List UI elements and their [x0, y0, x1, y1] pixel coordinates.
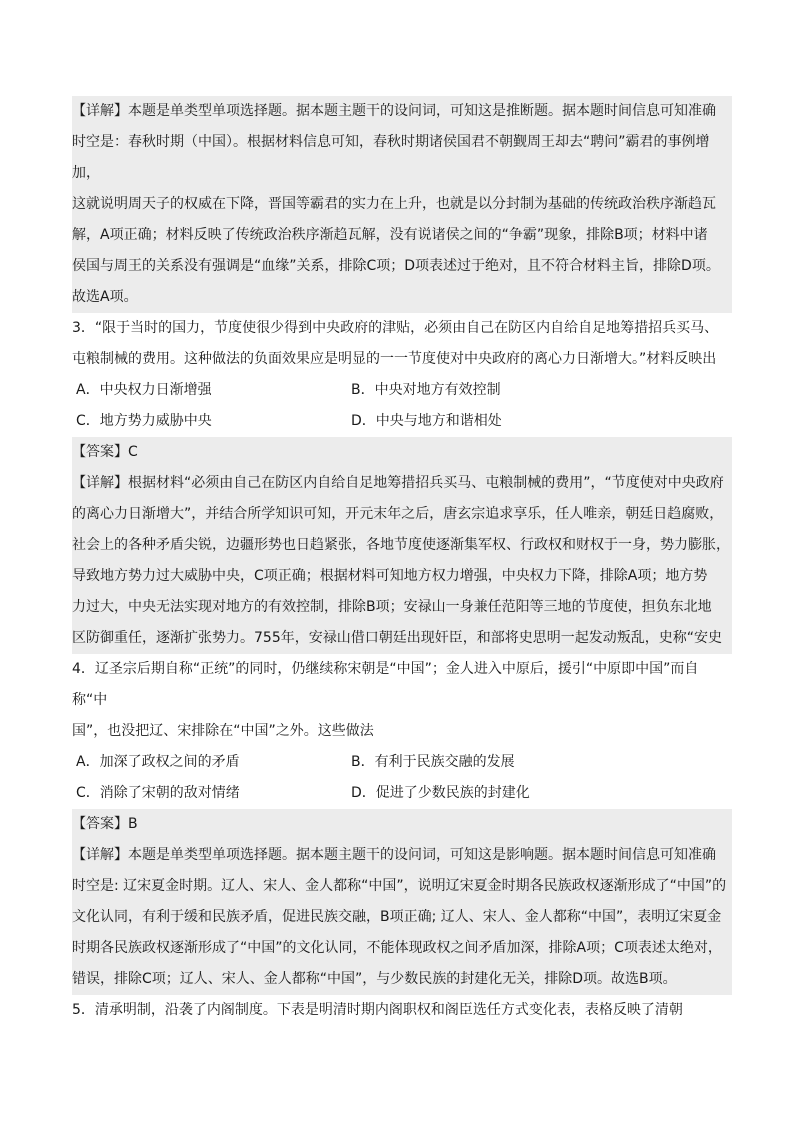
q2-explanation-line-3: 这就说明周天子的权威在下降，晋国等霸君的实力在上升，也就是以分封制为基础的传统政治秩序渐趋瓦: [72, 196, 716, 212]
q5-stem-line-1: 5．清承明制，沿袭了内阁制度。下表是明清时期内阁职权和阁臣选任方式变化表，表格反映了清朝: [72, 1002, 683, 1018]
q4-option-c: C．消除了宋朝的敌对情绪: [76, 785, 240, 801]
q3-explanation-line-6: 区防御重任，逐渐扩张势力。755年，安禄山借口朝廷出现奸臣，和部将史思明一起发动叛乱，史称“安史: [72, 630, 722, 646]
q3-answer: 【答案】C: [72, 444, 138, 460]
q4-option-d: D．促进了少数民族的封建化: [351, 785, 530, 801]
q3-stem: [72, 313, 732, 375]
q4-stem: [72, 654, 732, 747]
q3-answer-block: [72, 437, 732, 654]
q4-options-row-1: [72, 747, 732, 778]
q2-explanation-line-5: 侯国与周王的关系没有强调是“血缘”关系，排除C项；D项表述过于绝对，且不符合材料主旨，排除D项。: [72, 258, 720, 274]
q4-explanation-line-5: 错误，排除C项；辽人、宋人、金人都称“中国”，与少数民族的封建化无关，排除D项。故选B项。: [72, 971, 677, 987]
q3-explanation-line-1: 【详解】根据材料“必须由自己在防区内自给自足地筹措招兵买马、屯粮制械的费用”，“节度使对中央政府: [72, 475, 724, 491]
q3-stem-line-2: 屯粮制械的费用。这种做法的负面效果应是明显的一一节度使对中央政府的离心力日渐增大。”材料反映出: [72, 351, 717, 367]
q4-explanation-line-4: 时期各民族政权逐渐形成了“中国”的文化认同，不能体现政权之间矛盾加深，排除A项；C项表述太绝对，: [72, 940, 722, 956]
q2-explanation: [72, 96, 732, 313]
q2-explanation-line-2: 时空是：春秋时期（中国）。根据材料信息可知，春秋时期诸侯国君不朝觐周王却去“聘问”霸君的事例增加，: [72, 134, 710, 181]
q3-explanation-line-5: 力过大，中央无法实现对地方的有效控制，排除B项；安禄山一身兼任范阳等三地的节度使，担负东北地: [72, 599, 712, 615]
q2-explanation-line-1: 【详解】本题是单类型单项选择题。据本题主题干的设问词，可知这是推断题。据本题时间信息可知准确: [72, 103, 716, 119]
q3-option-a: A．中央权力日渐增强: [76, 382, 212, 398]
q2-explanation-line-6: 故选A项。: [72, 289, 138, 305]
q3-explanation-line-3: 社会上的各种矛盾尖锐，边疆形势也日趋紧张，各地节度使逐渐集军权、行政权和财权于一身，势力膨胀，: [72, 537, 730, 553]
q3-options-row-1: [72, 375, 732, 406]
q3-option-b: B．中央对地方有效控制: [351, 382, 501, 398]
q4-option-b: B．有利于民族交融的发展: [351, 754, 515, 770]
q3-explanation-line-2: 的离心力日渐增大”，并结合所学知识可知，开元末年之后，唐玄宗追求享乐，任人唯亲，朝廷日趋腐败，: [72, 506, 724, 522]
q4-stem-line-1: 4．辽圣宗后期自称“正统”的同时，仍继续称宋朝是“中国”；金人进入中原后，援引“中原即中国”而自称“中: [72, 661, 699, 708]
q3-option-d: D．中央与地方和谐相处: [351, 413, 502, 429]
content: [72, 96, 732, 1026]
q4-stem-line-2: 国”，也没把辽、宋排除在“中国”之外。这些做法: [72, 723, 374, 739]
q4-explanation-line-3: 文化认同，有利于缓和民族矛盾，促进民族交融，B项正确; 辽人、宋人、金人都称“中国”，表明辽宋夏金: [72, 909, 722, 925]
q4-answer-block: [72, 809, 732, 995]
q4-options-row-2: [72, 778, 732, 809]
q4-option-a: A．加深了政权之间的矛盾: [76, 754, 240, 770]
q3-stem-line-1: 3．“限于当时的国力，节度使很少得到中央政府的津贴，必须由自己在防区内自给自足地筹措招兵买马、: [72, 320, 719, 336]
q4-explanation-line-2: 时空是: 辽宋夏金时期。辽人、宋人、金人都称“中国”，说明辽宋夏金时期各民族政权逐渐形成了“中国”的: [72, 878, 727, 894]
q3-option-c: C．地方势力威胁中央: [76, 413, 212, 429]
q3-explanation-line-4: 导致地方势力过大威胁中央，C项正确；根据材料可知地方权力增强，中央权力下降，排除A项；地方势: [72, 568, 708, 584]
q2-explanation-line-4: 解，A项正确；材料反映了传统政治秩序渐趋瓦解，没有说诸侯之间的“争霸”现象，排除B项；材料中诸: [72, 227, 708, 243]
q4-explanation-line-1: 【详解】本题是单类型单项选择题。据本题主题干的设问词，可知这是影响题。据本题时间信息可知准确: [72, 847, 716, 863]
q5-stem: [72, 995, 732, 1026]
q3-options-row-2: [72, 406, 732, 437]
q4-answer: 【答案】B: [72, 816, 138, 832]
